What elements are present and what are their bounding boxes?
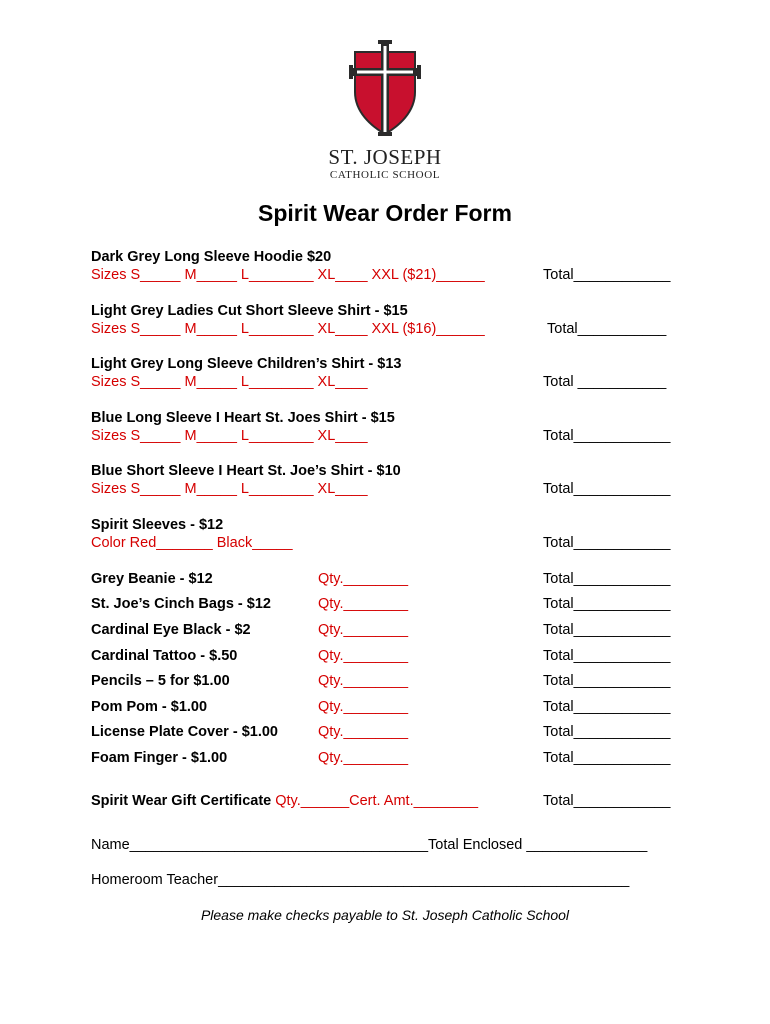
gift-certificate-row [91, 792, 478, 810]
total-field[interactable]: Total____________ [543, 699, 671, 715]
name-total-enclosed-field[interactable]: Name_____________________________________Total Enclosed _______________ [91, 837, 648, 853]
item-childrens-shirt [91, 355, 401, 391]
qty-field[interactable]: Qty.________ [318, 596, 409, 612]
qty-field[interactable]: Qty.________ [318, 750, 409, 766]
total-field[interactable]: Total____________ [543, 750, 671, 766]
size-fields[interactable]: Sizes S_____ M_____ L________ XL____ [91, 428, 368, 444]
item-name: Blue Short Sleeve I Heart St. Joe’s Shirt - $10 [91, 463, 401, 479]
item-name: Light Grey Ladies Cut Short Sleeve Shirt - $15 [91, 303, 408, 319]
total-field[interactable]: Total____________ [543, 648, 671, 664]
qty-item-name: Pencils – 5 for $1.00 [91, 673, 230, 689]
school-subtitle: CATHOLIC SCHOOL [329, 169, 441, 181]
qty-item-name: Pom Pom - $1.00 [91, 699, 208, 715]
item-blue-short-sleeve [91, 462, 401, 498]
homeroom-teacher-field[interactable]: Homeroom Teacher___________________________________________________ [91, 872, 630, 888]
shield-cross-icon [349, 40, 421, 138]
qty-item-name: Cardinal Tattoo - $.50 [91, 648, 238, 664]
gift-certificate-fields[interactable]: Qty.______Cert. Amt.________ [271, 793, 479, 809]
total-field[interactable]: Total____________ [543, 535, 671, 551]
qty-field[interactable]: Qty.________ [318, 571, 409, 587]
item-blue-long-sleeve [91, 409, 395, 445]
item-ladies-shirt [91, 302, 485, 338]
size-fields[interactable]: Sizes S_____ M_____ L________ XL____ XXL ($21)______ [91, 267, 485, 283]
item-name: Blue Long Sleeve I Heart St. Joes Shirt - $15 [91, 410, 395, 426]
qty-field[interactable]: Qty.________ [318, 724, 409, 740]
qty-field[interactable]: Qty.________ [318, 673, 409, 689]
total-field[interactable]: Total___________ [547, 321, 667, 337]
item-name: Spirit Sleeves - $12 [91, 517, 224, 533]
total-field[interactable]: Total____________ [543, 267, 671, 283]
total-field[interactable]: Total____________ [543, 596, 671, 612]
payment-note: Please make checks payable to St. Joseph Catholic School [200, 907, 570, 923]
total-field[interactable]: Total____________ [543, 622, 671, 638]
size-fields[interactable]: Sizes S_____ M_____ L________ XL____ XXL ($16)______ [91, 321, 485, 337]
item-name: Dark Grey Long Sleeve Hoodie $20 [91, 249, 332, 265]
qty-field[interactable]: Qty.________ [318, 648, 409, 664]
total-field[interactable]: Total____________ [543, 571, 671, 587]
qty-item-name: Foam Finger - $1.00 [91, 750, 228, 766]
total-field[interactable]: Total____________ [543, 724, 671, 740]
total-field[interactable]: Total ___________ [543, 374, 667, 390]
qty-item-name: Grey Beanie - $12 [91, 571, 213, 587]
color-fields[interactable]: Color Red_______ Black_____ [91, 535, 293, 551]
size-fields[interactable]: Sizes S_____ M_____ L________ XL____ [91, 374, 368, 390]
school-name: ST. JOSEPH [328, 145, 442, 169]
item-name: Light Grey Long Sleeve Children’s Shirt - $13 [91, 356, 402, 372]
item-spirit-sleeves [91, 516, 293, 552]
qty-item-name: Cardinal Eye Black - $2 [91, 622, 251, 638]
qty-field[interactable]: Qty.________ [318, 699, 409, 715]
qty-field[interactable]: Qty.________ [318, 622, 409, 638]
qty-item-name: License Plate Cover - $1.00 [91, 724, 278, 740]
gift-certificate-label: Spirit Wear Gift Certificate [91, 793, 272, 809]
qty-item-name: St. Joe’s Cinch Bags - $12 [91, 596, 271, 612]
school-logo [0, 40, 770, 182]
total-field[interactable]: Total____________ [543, 793, 671, 809]
total-field[interactable]: Total____________ [543, 673, 671, 689]
total-field[interactable]: Total____________ [543, 481, 671, 497]
page-title: Spirit Wear Order Form [258, 200, 512, 226]
total-field[interactable]: Total____________ [543, 428, 671, 444]
item-hoodie [91, 248, 485, 284]
size-fields[interactable]: Sizes S_____ M_____ L________ XL____ [91, 481, 368, 497]
